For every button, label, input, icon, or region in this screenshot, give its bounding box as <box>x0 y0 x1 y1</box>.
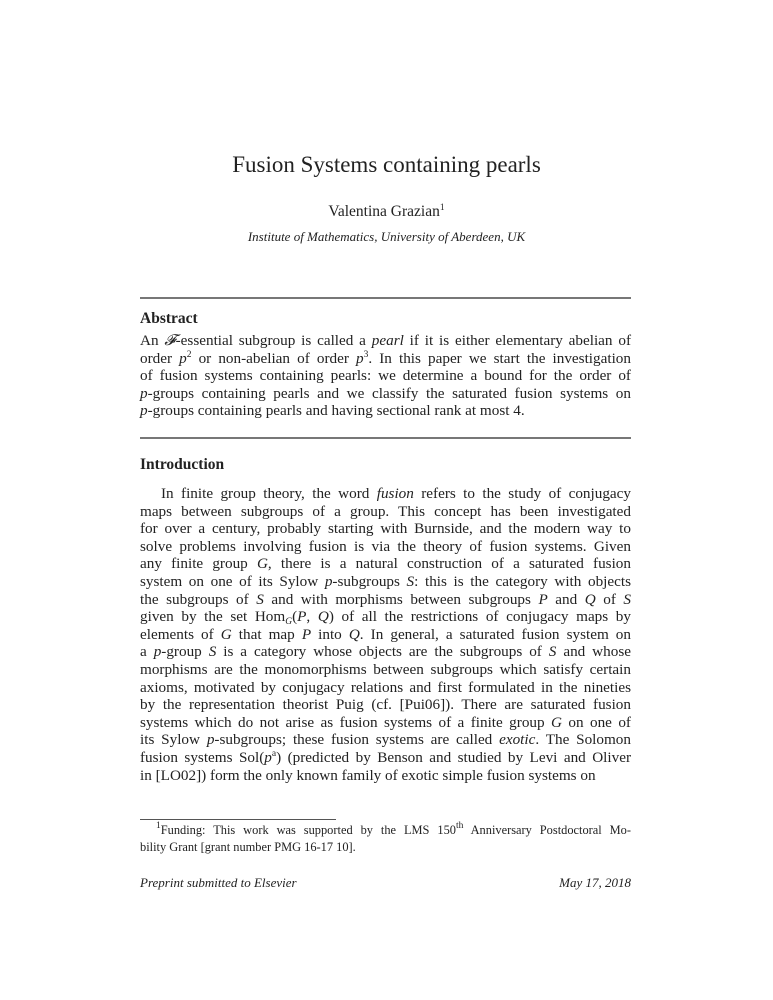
text-line: p-groups containing pearls and we classify the saturated fusion systems on <box>140 384 631 402</box>
text-line: any finite group G, there is a natural construction of a saturated fusion <box>140 555 631 573</box>
introduction-body <box>140 485 631 784</box>
text-line: bility Grant [grant number PMG 16-17 10]. <box>140 839 356 854</box>
text-line: solve problems involving fusion is via the theory of fusion systems. Given <box>140 537 631 555</box>
math-or-emph: fusion <box>376 485 414 502</box>
superscript: a <box>271 748 277 759</box>
superscript: 2 <box>186 349 192 360</box>
math-or-emph: exotic <box>499 731 536 749</box>
text-line: system on one of its Sylow p-subgroups S: this is the category with objects <box>140 572 631 590</box>
math-or-emph: p <box>356 349 364 367</box>
author-name: Valentina Grazian <box>328 203 440 220</box>
math-or-emph: G <box>256 555 268 573</box>
math-or-emph: S <box>623 590 631 608</box>
abstract-heading: Abstract <box>140 310 198 327</box>
footer-preprint: Preprint submitted to Elsevier <box>140 875 297 890</box>
superscript: 3 <box>363 349 369 360</box>
text-line: the subgroups of S and with morphisms between subgroups P and Q of S <box>140 590 631 608</box>
math-or-emph: p <box>206 731 215 749</box>
text-line: order $p^2$ or non-abelian of order $p^3$. In this paper we start the investigation <box>140 349 631 367</box>
math-or-emph: S <box>406 572 415 590</box>
text-line: fusion systems $Sol(p^a)$ (predicted by Benson and studied by Levi and Oliver <box>140 748 631 766</box>
text-line: for over a century, probably starting with Burnside, and the modern way to <box>140 520 631 538</box>
math-or-emph: Q <box>317 608 329 626</box>
footer-date: May 17, 2018 <box>559 875 631 890</box>
math-or-emph: p <box>140 384 148 402</box>
footnote-body <box>140 822 631 855</box>
script-letter: 𝓕 <box>164 332 176 349</box>
text-line: maps between subgroups of a group. This concept has been investigated <box>140 502 631 520</box>
math-or-emph: p <box>264 748 272 766</box>
math-or-emph: p <box>179 349 187 367</box>
math-or-emph: p <box>153 643 162 661</box>
math-or-emph: G <box>551 713 562 731</box>
paper-title: Fusion Systems containing pearls <box>232 152 541 177</box>
text-line: p-groups containing pearls and having sectional rank at most 4. <box>140 402 525 420</box>
text-line: its Sylow p-subgroups; these fusion systems are called exotic. The Solomon <box>140 731 631 749</box>
text-line: a p-group S is a category whose objects are the subgroups of S and whose <box>140 643 631 661</box>
text-line: by the representation theorist Puig (cf. [Pui06]). There are saturated fusion <box>140 696 631 714</box>
text-line: elements of G that map P into Q. In general, a saturated fusion system on <box>140 625 631 643</box>
footnote-rule <box>140 819 336 820</box>
subscript: G <box>285 617 293 628</box>
text-line: given by the set Hom$_G$(P, Q) of all the restrictions of conjugacy maps by <box>140 608 631 628</box>
text-line: in [LO02]) form the only known family of exotic simple fusion systems on <box>140 766 596 784</box>
math-or-emph: P <box>301 625 312 643</box>
affiliation: Institute of Mathematics, University of Aberdeen, UK <box>247 229 526 244</box>
author-line <box>0 203 773 221</box>
text-line: An 𝓕-essential subgroup is called a pearl if it is either elementary abelian of <box>140 332 631 349</box>
math-or-emph: P <box>297 608 307 626</box>
math-or-emph: p <box>140 402 148 420</box>
abstract-bottom-rule <box>140 437 631 439</box>
math-or-emph: p <box>324 572 333 590</box>
abstract-body <box>140 332 631 420</box>
math-or-emph: pearl <box>371 332 404 349</box>
superscript: th <box>455 821 464 831</box>
math-or-emph: G <box>220 625 232 643</box>
author-footnote-mark[interactable]: 1 <box>439 203 445 213</box>
math-or-emph: P <box>538 590 548 608</box>
abstract-top-rule <box>140 297 631 299</box>
math-or-emph: Q <box>348 625 360 643</box>
text-line: morphisms are the monomorphisms between subgroups which satisfy certain <box>140 660 631 678</box>
introduction-heading: Introduction <box>140 456 225 473</box>
text-line: of fusion systems containing pearls: we determine a bound for the order of <box>140 367 631 385</box>
footnote <box>140 822 631 855</box>
text-line: systems which do not arise as fusion systems of a finite group G on one of <box>140 713 631 731</box>
text-line: axioms, motivated by conjugacy relations and first formulated in the nineties <box>140 678 631 696</box>
math-or-emph: S <box>548 643 557 661</box>
footnote-mark: 1 <box>156 821 161 831</box>
text-line: $^1$Funding: This work was supported by the LMS 150th Anniversary Postdoctoral Mo- <box>156 821 632 837</box>
math-or-emph: Q <box>584 590 596 608</box>
math-or-emph: S <box>208 643 217 661</box>
math-or-emph: S <box>256 590 264 608</box>
text-line: In finite group theory, the word fusion refers to the study of conjugacy <box>161 485 631 502</box>
